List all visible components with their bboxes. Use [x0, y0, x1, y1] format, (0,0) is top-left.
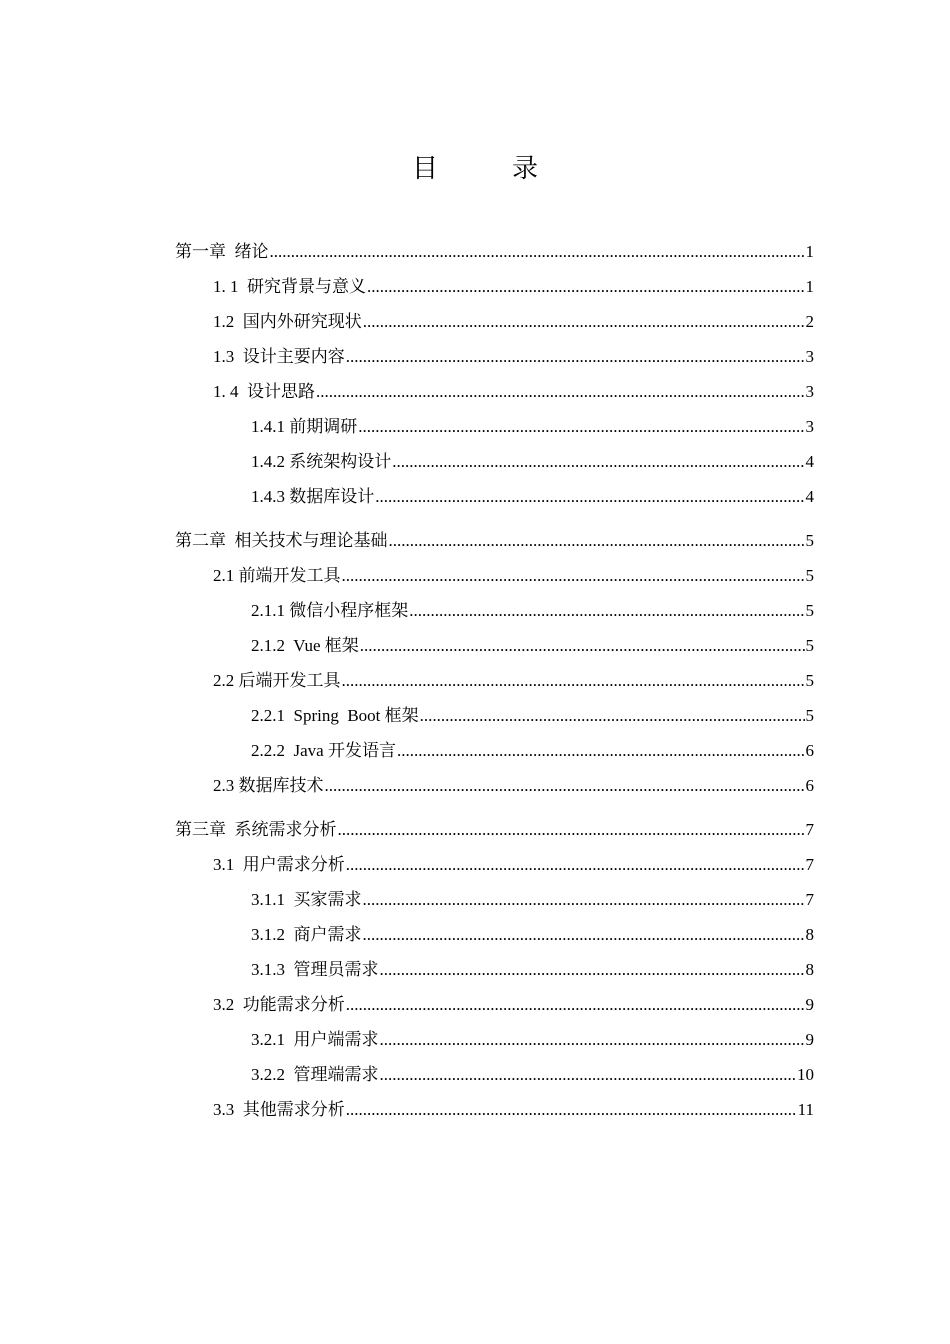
toc-leader-dots — [397, 739, 805, 763]
toc-leader-dots — [346, 993, 805, 1017]
toc-entry-label: 第三章 系统需求分析 — [175, 820, 337, 839]
toc-entry[interactable] — [213, 380, 814, 404]
toc-entry-page: 7 — [805, 890, 814, 909]
toc-entry-label: 3.1.3 管理员需求 — [251, 960, 379, 979]
toc-entry-page: 7 — [805, 855, 814, 874]
toc-entry[interactable] — [251, 485, 814, 509]
toc-leader-dots — [363, 923, 805, 947]
toc-entry-page: 1 — [805, 277, 814, 296]
toc-entry-page: 5 — [805, 706, 814, 725]
toc-entry-page: 5 — [805, 531, 814, 550]
toc-entry-label: 1.4.3 数据库设计 — [251, 487, 375, 506]
toc-entry-label: 1. 1 研究背景与意义 — [213, 277, 366, 296]
toc-entry-label: 1.3 设计主要内容 — [213, 347, 345, 366]
toc-entry-page: 3 — [805, 347, 814, 366]
toc-entry[interactable] — [213, 774, 814, 798]
toc-entry-label: 3.2.1 用户端需求 — [251, 1030, 379, 1049]
toc-leader-dots — [342, 669, 805, 693]
toc-entry[interactable] — [251, 958, 814, 982]
toc-entry[interactable] — [213, 669, 814, 693]
toc-entry-label: 2.1 前端开发工具 — [213, 566, 341, 585]
toc-entry[interactable] — [251, 739, 814, 763]
toc-entry-label: 3.1 用户需求分析 — [213, 855, 345, 874]
toc-entry[interactable] — [251, 704, 814, 728]
toc-leader-dots — [346, 345, 805, 369]
toc-leader-dots — [380, 1028, 805, 1052]
toc-leader-dots — [367, 275, 805, 299]
toc-entry-label: 2.1.2 Vue 框架 — [251, 636, 359, 655]
toc-entry-page: 4 — [805, 452, 814, 471]
toc-leader-dots — [325, 774, 805, 798]
toc-leader-dots — [389, 529, 805, 553]
toc-leader-dots — [360, 634, 805, 658]
toc-entry-label: 3.2.2 管理端需求 — [251, 1065, 379, 1084]
toc-entry[interactable] — [251, 450, 814, 474]
toc-leader-dots — [316, 380, 805, 404]
toc-entry[interactable] — [213, 345, 814, 369]
toc-leader-dots — [380, 958, 805, 982]
toc-entry-label: 3.1.1 买家需求 — [251, 890, 362, 909]
toc-entry[interactable] — [251, 1028, 814, 1052]
toc-entry-page: 9 — [805, 995, 814, 1014]
toc-entry-label: 3.1.2 商户需求 — [251, 925, 362, 944]
toc-entry-page: 10 — [797, 1065, 814, 1084]
toc-leader-dots — [346, 1098, 797, 1122]
toc-entry-page: 5 — [805, 636, 814, 655]
toc-leader-dots — [392, 450, 804, 474]
toc-leader-dots — [420, 704, 805, 728]
toc-entry-label: 2.1.1 微信小程序框架 — [251, 601, 409, 620]
toc-entry[interactable] — [213, 1098, 814, 1122]
toc-entry-label: 第一章 绪论 — [175, 242, 269, 261]
toc-entry-page: 5 — [805, 566, 814, 585]
toc-entry-label: 3.2 功能需求分析 — [213, 995, 345, 1014]
toc-entry-page: 5 — [805, 671, 814, 690]
toc-entry-page: 11 — [797, 1100, 814, 1119]
toc-entry-label: 1.4.2 系统架构设计 — [251, 452, 392, 471]
toc-entry-label: 1.2 国内外研究现状 — [213, 312, 362, 331]
toc-entry-label: 1. 4 设计思路 — [213, 382, 315, 401]
toc-entry-page: 8 — [805, 960, 814, 979]
toc-entry-page: 2 — [805, 312, 814, 331]
toc-entry-label: 3.3 其他需求分析 — [213, 1100, 345, 1119]
toc-entry-label: 1.4.1 前期调研 — [251, 417, 358, 436]
toc-leader-dots — [270, 240, 805, 264]
toc-leader-dots — [380, 1063, 797, 1087]
toc-entry[interactable] — [251, 599, 814, 623]
toc-entry-label: 第二章 相关技术与理论基础 — [175, 531, 388, 550]
toc-entry[interactable] — [175, 529, 814, 553]
toc-entry[interactable] — [213, 564, 814, 588]
toc-entry[interactable] — [251, 1063, 814, 1087]
toc-entry[interactable] — [251, 923, 814, 947]
toc-entry[interactable] — [213, 310, 814, 334]
toc-entry[interactable] — [175, 818, 814, 842]
toc-entry-page: 5 — [805, 601, 814, 620]
toc-entry[interactable] — [213, 853, 814, 877]
page-title: 目 录 — [411, 154, 562, 185]
toc-entry-page: 3 — [805, 382, 814, 401]
toc-leader-dots — [338, 818, 805, 842]
toc-entry-label: 2.2.1 Spring Boot 框架 — [251, 706, 419, 725]
toc-entry-page: 1 — [805, 242, 814, 261]
toc-leader-dots — [358, 415, 804, 439]
toc-entry-page: 8 — [805, 925, 814, 944]
toc-entry[interactable] — [251, 634, 814, 658]
toc-entry-label: 2.2 后端开发工具 — [213, 671, 341, 690]
toc-entry[interactable] — [213, 993, 814, 1017]
toc-leader-dots — [375, 485, 804, 509]
toc-entry-page: 7 — [805, 820, 814, 839]
toc-entry-page: 6 — [805, 741, 814, 760]
toc-entry-page: 6 — [805, 776, 814, 795]
toc-entry-page: 9 — [805, 1030, 814, 1049]
toc-entry-label: 2.3 数据库技术 — [213, 776, 324, 795]
toc-leader-dots — [409, 599, 804, 623]
toc-leader-dots — [363, 888, 805, 912]
toc-leader-dots — [342, 564, 805, 588]
toc-entry[interactable] — [213, 275, 814, 299]
toc-entry-page: 4 — [805, 487, 814, 506]
toc-leader-dots — [363, 310, 805, 334]
toc-entry[interactable] — [175, 240, 814, 264]
toc-entry[interactable] — [251, 888, 814, 912]
toc-leader-dots — [346, 853, 805, 877]
toc-entry-label: 2.2.2 Java 开发语言 — [251, 741, 396, 760]
toc-entry[interactable] — [251, 415, 814, 439]
toc-entry-page: 3 — [805, 417, 814, 436]
